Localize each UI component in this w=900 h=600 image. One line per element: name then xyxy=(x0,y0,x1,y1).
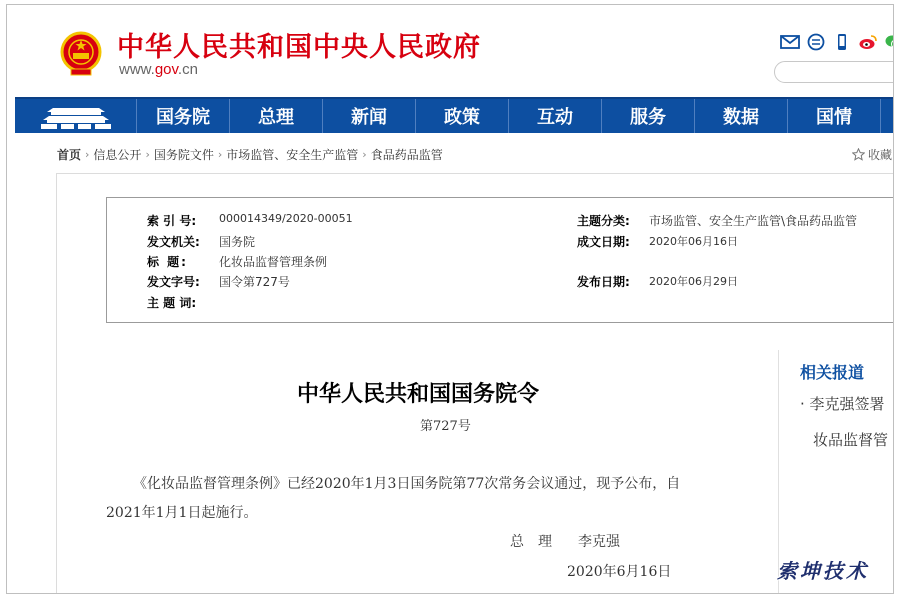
star-icon xyxy=(852,148,865,161)
info-row-issuer xyxy=(147,233,255,250)
document-date: 2020年6月16日 xyxy=(567,564,672,580)
nav-item-premier[interactable]: 总理 xyxy=(230,99,323,133)
info-label: 主 题 词: xyxy=(147,296,197,310)
info-value: 000014349/2020-00051 xyxy=(219,212,353,225)
chat-icon[interactable] xyxy=(806,33,826,51)
mobile-icon[interactable] xyxy=(832,33,852,51)
breadcrumb-separator-icon: › xyxy=(362,148,367,161)
nav-item-national-info[interactable]: 国情 xyxy=(788,99,881,133)
info-label: 发文字号: xyxy=(147,275,200,289)
info-value: 化妆品监督管理条例 xyxy=(219,255,328,269)
breadcrumb-food-drug[interactable]: 食品药品监管 xyxy=(370,148,443,162)
site-url-suffix: .cn xyxy=(177,61,198,78)
info-row-category xyxy=(577,212,857,229)
signer-role: 总理 xyxy=(510,534,566,550)
info-value: 2020年06月29日 xyxy=(649,275,738,288)
nav-item-services[interactable]: 服务 xyxy=(602,99,695,133)
document-number: 第727号 xyxy=(420,419,471,434)
info-row-published xyxy=(577,273,738,290)
info-row-created xyxy=(577,233,738,250)
site-url xyxy=(119,61,198,78)
site-header xyxy=(7,5,894,97)
nav-item-news[interactable]: 新闻 xyxy=(323,99,416,133)
breadcrumb-info-disclosure[interactable]: 信息公开 xyxy=(93,148,142,162)
info-row-title xyxy=(147,253,327,270)
browser-frame xyxy=(6,4,894,594)
document-info-table xyxy=(106,197,894,323)
breadcrumb-market-regulation[interactable]: 市场监管、安全生产监管 xyxy=(226,148,359,162)
favorite-label: 收藏 xyxy=(868,148,893,162)
main-nav xyxy=(15,97,894,133)
info-value: 市场监管、安全生产监管\食品药品监管 xyxy=(649,214,858,228)
info-value: 2020年06月16日 xyxy=(649,235,738,248)
national-emblem-icon[interactable] xyxy=(59,31,103,77)
info-label: 发布日期: xyxy=(577,275,630,289)
mail-icon[interactable] xyxy=(780,33,800,51)
info-label: 主题分类: xyxy=(577,214,630,228)
info-label: 索 引 号: xyxy=(147,214,197,228)
related-report-link[interactable]: · 李克强签署 xyxy=(800,395,885,413)
breadcrumb xyxy=(57,146,443,163)
favorite-button[interactable] xyxy=(852,146,892,163)
search-input[interactable] xyxy=(774,61,894,83)
nav-item-interaction[interactable]: 互动 xyxy=(509,99,602,133)
watermark: 索坤技术 xyxy=(777,559,869,583)
signer-name: 李克强 xyxy=(578,534,620,550)
info-label: 标 题: xyxy=(147,255,188,269)
document-body-line: 2021年1月1日起施行。 xyxy=(106,505,258,521)
site-name[interactable]: 中华人民共和国中央人民政府 xyxy=(117,32,481,63)
info-label: 发文机关: xyxy=(147,235,200,249)
document-body-line: 《化妆品监督管理条例》已经2020年1月3日国务院第77次常务会议通过，现予公布，自 xyxy=(133,476,681,492)
related-reports-title: 相关报道 xyxy=(800,363,865,382)
document-signer xyxy=(510,531,620,551)
tiananmen-icon xyxy=(39,102,113,130)
related-report-link-continued[interactable]: 妆品监督管 xyxy=(813,431,889,449)
header-icons xyxy=(780,33,894,51)
info-row-keywords xyxy=(147,294,219,311)
weibo-icon[interactable] xyxy=(858,33,878,51)
tiananmen-logo-icon[interactable] xyxy=(15,99,137,133)
info-value: 国务院 xyxy=(219,235,256,249)
breadcrumb-separator-icon: › xyxy=(217,148,223,161)
breadcrumb-separator-icon: › xyxy=(85,148,90,161)
site-url-brand: gov xyxy=(154,61,178,78)
wechat-icon[interactable] xyxy=(884,33,894,51)
breadcrumb-state-council-docs[interactable]: 国务院文件 xyxy=(153,148,214,162)
site-url-prefix: www. xyxy=(119,61,155,78)
info-row-docno xyxy=(147,273,290,290)
breadcrumb-home[interactable]: 首页 xyxy=(57,148,82,162)
nav-item-policy[interactable]: 政策 xyxy=(416,99,509,133)
info-label: 成文日期: xyxy=(577,235,630,249)
nav-item-data[interactable]: 数据 xyxy=(695,99,788,133)
nav-item-state-council[interactable]: 国务院 xyxy=(137,99,230,133)
breadcrumb-separator-icon: › xyxy=(145,148,150,161)
info-row-index xyxy=(147,212,353,229)
info-value: 国令第727号 xyxy=(219,275,290,289)
document-title: 中华人民共和国国务院令 xyxy=(297,381,540,407)
